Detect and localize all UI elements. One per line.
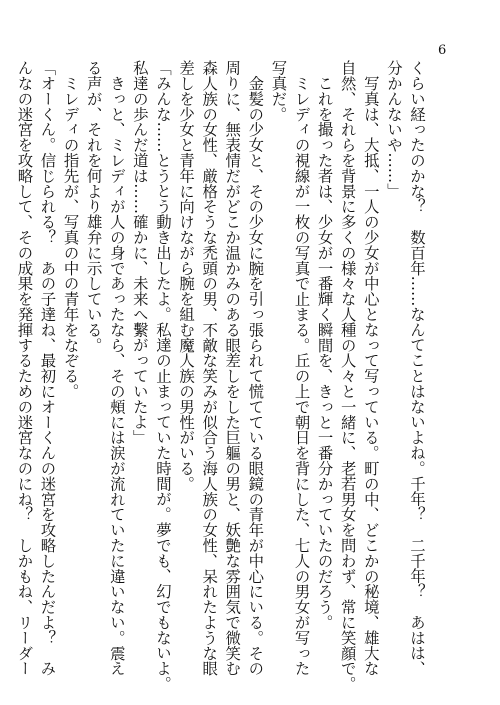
text-column: 周りに、無表情だがどこか温かみのある眼差しをした巨軀の男と、妖艶な雰囲気で微笑む (223, 60, 242, 676)
text-column: 写真だ。 (269, 60, 288, 122)
body-text (12, 60, 428, 692)
text-column: きっと、ミレディが人の身であったなら、その頰には涙が流れていたに違いない。震え (107, 60, 126, 676)
page-number: 6 (438, 43, 447, 58)
text-column: これを撮った者は、少女が一番輝く瞬間を、きっと一番分かっていたのだろう。 (315, 60, 334, 630)
text-column: 金髪の少女と、その少女に腕を引っ張られて慌てている眼鏡の青年が中心にいる。その (246, 60, 265, 676)
text-column: る声が、それを何より雄弁に示している。 (84, 60, 103, 353)
text-column: 写真は、大抵、一人の少女が中心となって写っている。町の中、どこかの秘境、雄大な (361, 60, 380, 676)
text-column: 私達の歩んだ道は……確かに、未来へ繫がっていたよ」 (130, 60, 149, 445)
text-column: 「みんな……とうとう動き出したよ。私達の止まっていた時間が。夢でも、幻でもないよ。 (153, 60, 172, 692)
text-column: ミレディの指先が、写真の中の青年をなぞる。 (61, 60, 80, 399)
text-column: 差しを少女と青年に向けながら腕を組む魔人族の男性がいる。 (177, 60, 196, 492)
text-column: 「オーくん。信じられる？ あの子達ね、最初にオーくんの迷宮を攻略したんだよ？ み (38, 60, 57, 676)
text-column: くらい経ったのかな？ 数百年……なんてことはないよね。千年？ 二千年？ あはは、 (408, 60, 426, 676)
text-column: 自然、それらを背景に多くの様々な人種の人々と一緒に、老若男女を問わず、常に笑顔で。 (338, 60, 357, 692)
text-column: んなの迷宮を攻略して、その成果を発揮するための迷宮なのにね？ しかもね、リーダー (15, 60, 34, 676)
text-column: 森人族の女性、厳格そうな禿頭の男、不敵な笑みが似合う海人族の女性、呆れたような眼 (200, 60, 219, 676)
text-column: ミレディの視線が一枚の写真で止まる。丘の上で朝日を背にした、七人の男女が写った (292, 60, 311, 676)
text-column: 分かんないや……」 (384, 60, 403, 199)
